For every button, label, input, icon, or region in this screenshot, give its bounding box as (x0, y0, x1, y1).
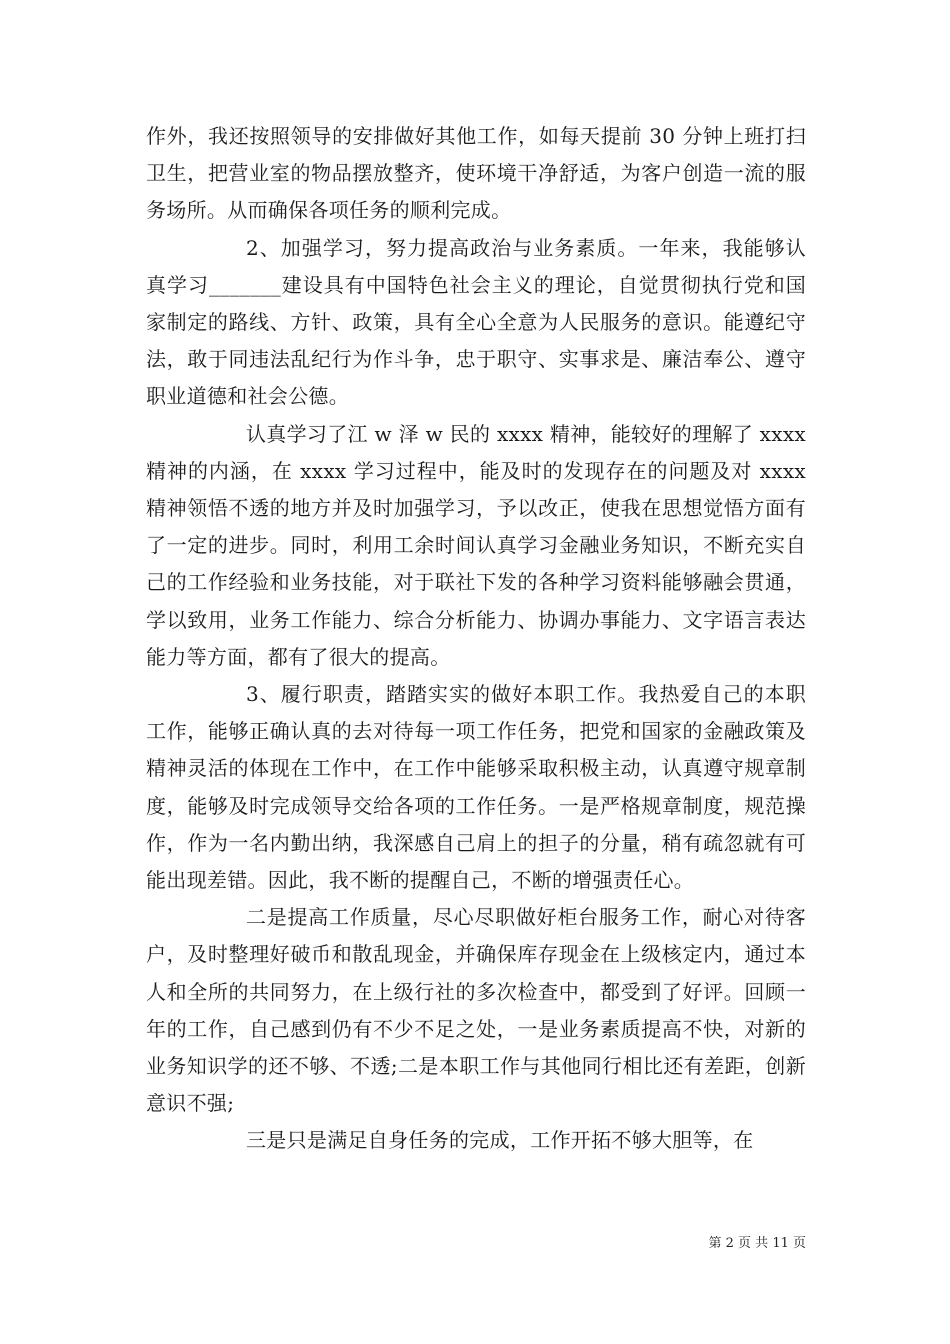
paragraph-quality: 二是提高工作质量，尽心尽职做好柜台服务工作，耐心对待客户，及时整理好破币和散乱现金，并确保库存现金在上级核定内，通过本人和全所的共同努力，在上级行社的多次检查中，都受到了好评。回顾一年的工作，自己感到仍有不少不足之处，一是业务素质提高不快，对新的业务知识学的还不够、不透;二是本职工作与其他同行相比还有差距，创新意识不强; (146, 905, 806, 1116)
paragraph-shortcomings: 三是只是满足自身任务的完成，工作开拓不够大胆等，在 (246, 1128, 754, 1153)
paragraph-continuation: 作外，我还按照领导的安排做好其他工作，如每天提前 30 分钟上班打扫卫生，把营业室的物品摆放整齐，使环境干净舒适，为客户创造一流的服务场所。从而确保各项任务的顺利完成。 (146, 124, 806, 223)
paragraph-duties: 3、履行职责，踏踏实实的做好本职工作。我热爱自己的本职工作，能够正确认真的去对待每一项工作任务，把党和国家的金融政策及精神灵活的体现在工作中，在工作中能够采取积极主动，认真遵守规章制度，能够及时完成领导交给各项的工作任务。一是严格规章制度，规范操作，作为一名内勤出纳，我深感自己肩上的担子的分量，稍有疏忽就有可能出现差错。因此，我不断的提醒自己，不断的增强责任心。 (146, 682, 806, 893)
paragraph-study: 2、加强学习，努力提高政治与业务素质。一年来，我能够认真学习_______建设具有中国特色社会主义的理论，自觉贯彻执行党和国家制定的路线、方针、政策，具有全心全意为人民服务的意识。能遵纪守法，敢于同违法乱纪行为作斗争，忠于职守、实事求是、廉洁奉公、遵守职业道德和社会公德。 (146, 235, 806, 409)
document-body (146, 118, 806, 1160)
paragraph-learning-spirit: 认真学习了江 w 泽 w 民的 xxxx 精神，能较好的理解了 xxxx 精神的内涵，在 xxxx 学习过程中，能及时的发现存在的问题及对 xxxx 精神领悟不透的地方并及时加强学习，予以改正，使我在思想觉悟方面有了一定的进步。同时，利用工余时间认真学习金融业务知识，不断充实自己的工作经验和业务技能，对于联社下发的各种学习资料能够融会贯通，学以致用，业务工作能力、综合分析能力、协调办事能力、文字语言表达能力等方面，都有了很大的提高。 (146, 421, 806, 669)
page-number: 第 2 页 共 11 页 (708, 1236, 806, 1251)
